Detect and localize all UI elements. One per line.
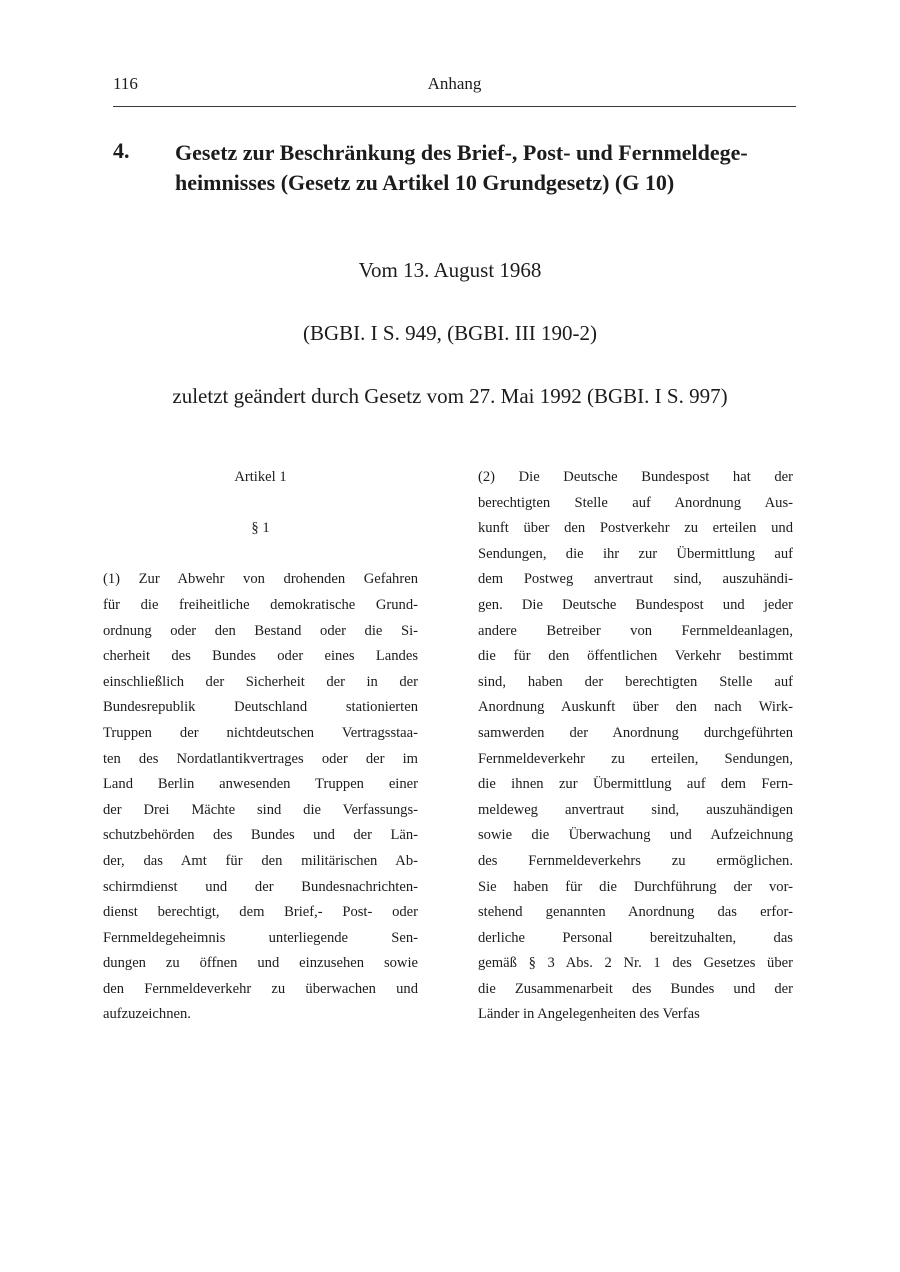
body-line: Anordnung Auskunft über den nach Wirk-: [478, 699, 793, 716]
body-line: gen. Die Deutsche Bundespost und jeder: [478, 596, 793, 613]
body-line: samwerden der Anordnung durchgeführten: [478, 724, 793, 741]
body-line: dem Postweg anvertraut sind, auszuhändi-: [478, 571, 793, 588]
body-line: Sie haben für die Durchführung der vor-: [478, 878, 793, 895]
body-line: einschließlich der Sicherheit der in der: [103, 673, 418, 690]
body-line: (1) Zur Abwehr von drohenden Gefahren: [103, 571, 418, 588]
body-line: Fernmeldeverkehr zu erteilen, Sendungen,: [478, 750, 793, 767]
body-line: aufzuzeichnen.: [103, 1006, 191, 1023]
body-line: sowie die Überwachung und Aufzeichnung: [478, 827, 793, 844]
body-line: (2) Die Deutsche Bundespost hat der: [478, 469, 793, 485]
article-heading: Artikel 1: [234, 469, 287, 485]
body-line: des Fernmeldeverkehrs zu ermöglichen.: [478, 852, 793, 869]
body-line: sind, haben der berechtigten Stelle auf: [478, 673, 793, 690]
body-line: gemäß § 3 Abs. 2 Nr. 1 des Gesetzes über: [478, 955, 793, 972]
body-line: cherheit des Bundes oder eines Landes: [103, 648, 418, 665]
law-date: Vom 13. August 1968: [358, 258, 542, 282]
body-line: derliche Personal bereitzuhalten, das: [478, 929, 793, 946]
body-line: der Drei Mächte sind die Verfassungs-: [103, 801, 418, 818]
body-line: den Fernmeldeverkehr zu überwachen und: [103, 980, 418, 997]
body-line: schirmdienst und der Bundesnachrichten-: [103, 878, 418, 895]
running-head: Anhang: [427, 74, 482, 93]
body-line: schutzbehörden des Bundes und der Län-: [103, 827, 418, 844]
body-line: andere Betreiber von Fernmeldeanlagen,: [478, 622, 793, 639]
body-line: Länder in Angelegenheiten des Verfas: [478, 1006, 700, 1023]
page-number: 116: [113, 74, 138, 93]
body-line: meldeweg anvertraut sind, auszuhändigen: [478, 801, 793, 818]
section-title-line: heimnisses (Gesetz zu Artikel 10 Grundgesetz) (G 10): [175, 170, 675, 195]
section-number: 4.: [113, 138, 130, 163]
body-line: für die freiheitliche demokratische Grund-: [103, 596, 418, 613]
left-column: [103, 465, 418, 1028]
body-line: die für den öffentlichen Verkehr bestimmt: [478, 648, 793, 665]
body-line: ten des Nordatlantikvertrages oder der im: [103, 750, 418, 767]
body-line: Sendungen, die ihr zur Übermittlung auf: [478, 545, 793, 562]
body-line: stehend genannten Anordnung das erfor-: [478, 904, 793, 921]
body-line: Bundesrepublik Deutschland stationierten: [103, 699, 418, 716]
body-line: Truppen der nichtdeutschen Vertragsstaa-: [103, 724, 418, 741]
body-line: die Zusammenarbeit des Bundes und der: [478, 980, 793, 997]
body-line: dienst berechtigt, dem Brief,- Post- oder: [103, 904, 418, 921]
header-rule: [113, 106, 796, 107]
body-line: Fernmeldegeheimnis unterliegende Sen-: [103, 929, 418, 946]
page-header: [113, 74, 796, 96]
body-line: ordnung oder den Bestand oder die Si-: [103, 622, 418, 639]
body-line: kunft über den Postverkehr zu erteilen und: [478, 520, 793, 537]
section-title-line: Gesetz zur Beschränkung des Brief-, Post- und Fernmeldege-: [175, 140, 748, 165]
section-title: [175, 138, 800, 198]
right-column: [478, 465, 793, 1028]
body-line: dungen zu öffnen und einzusehen sowie: [103, 955, 418, 972]
law-amendment-note: zuletzt geändert durch Gesetz vom 27. Mai 1992 (BGBI. I S. 997): [172, 384, 728, 408]
paragraph-heading: § 1: [251, 520, 270, 537]
law-citation: (BGBI. I S. 949, (BGBI. III 190-2): [303, 321, 597, 345]
body-line: der, das Amt für den militärischen Ab-: [103, 852, 418, 869]
body-line: die ihnen zur Übermittlung auf dem Fern-: [478, 776, 793, 793]
body-line: Land Berlin anwesenden Truppen einer: [103, 776, 418, 793]
body-line: berechtigten Stelle auf Anordnung Aus-: [478, 494, 793, 511]
